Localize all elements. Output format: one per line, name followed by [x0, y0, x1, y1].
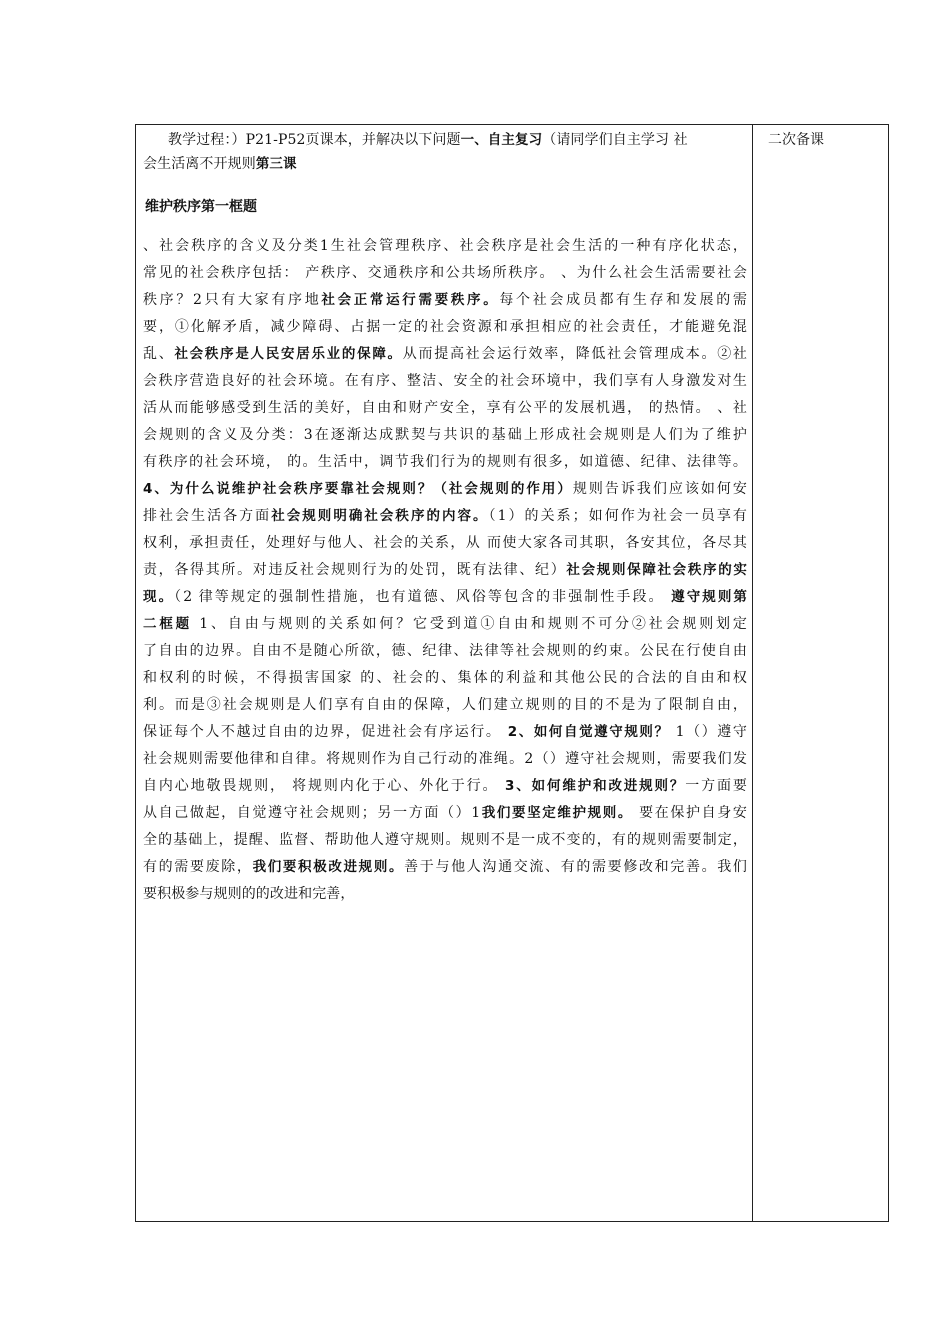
- body-line: [143, 665, 747, 692]
- body-text: 规则告诉我们应该如何安: [572, 481, 747, 497]
- body-line: [143, 854, 747, 881]
- section-heading-rules: 遵守规则第: [671, 589, 748, 605]
- body-text: 常见的社会秩序包括： 产秩序、交通秩序和公共场所秩序。 、为什么社会生活需要社会: [143, 265, 747, 281]
- body-line: [143, 314, 747, 341]
- body-text: 每个社会成员都有生存和发展的需: [499, 292, 747, 308]
- body-line: [143, 341, 747, 368]
- body-text: 自内心地敬畏规则， 将规则内化于心、外化于行。: [143, 778, 499, 794]
- body-text: 有秩序的社会环境， 的。生活中，调节我们行为的规则有很多，如道德、纪律、法律等。: [143, 454, 747, 470]
- body-line: [143, 827, 747, 854]
- question-heading: 4、为什么说维护社会秩序要靠社会规则？（社会规则的作用）: [143, 481, 573, 497]
- key-point: 现。: [143, 589, 175, 605]
- key-point: 社会规则明确社会秩序的内容。: [271, 508, 489, 524]
- body-text: （1）的关系；如何作为社会一员享有: [488, 508, 747, 524]
- body-text: 会秩序营造良好的社会环境。在有序、整洁、安全的社会环境中，我们享有人身激发对生: [143, 373, 747, 389]
- body-text: 利。而是③社会规则是人们享有自由的保障，人们建立规则的目的不是为了限制自由，: [143, 697, 747, 713]
- body-text: 要，①化解矛盾，减少障碍、占据一定的社会资源和承担相应的社会责任，才能避免混: [143, 319, 747, 335]
- body-text: 和权利的时候，不得损害国家 的、社会的、集体的利益和其他公民的合法的自由和权: [143, 670, 747, 686]
- body-text: 从自己做起，自觉遵守社会规则；另一方面（）1: [143, 805, 481, 821]
- body-line: [143, 476, 747, 503]
- body-text: 乱、: [143, 346, 175, 362]
- body-line: [143, 881, 747, 908]
- lesson-content-cell: [136, 125, 753, 1221]
- body-text: 活从而能够感受到生活的美好，自由和财产安全，享有公平的发展机遇， 的热情。 、社: [143, 400, 747, 416]
- body-text: 权利，承担责任，处理好与他人、社会的关系，从 而使大家各司其职，各安其位，各尽其: [143, 535, 747, 551]
- key-point: 我们要坚定维护规则。: [480, 805, 634, 821]
- body-line: [143, 692, 747, 719]
- body-line: [143, 233, 747, 260]
- body-text: 从而提高社会运行效率，降低社会管理成本。②社: [402, 346, 748, 362]
- body-text: 责，各得其所。对违反社会规则行为的处罚，既有法律、纪）: [143, 562, 567, 578]
- body-text: 要在保护自身安: [633, 805, 748, 821]
- body-text: 排社会生活各方面: [143, 508, 272, 524]
- question-heading: 3、如何维护和改进规则？: [498, 778, 686, 794]
- body-line: [143, 557, 747, 584]
- body-line: [143, 260, 747, 287]
- key-point: 社会规则保障社会秩序的实: [566, 562, 748, 578]
- key-point: 社会正常运行需要秩序。: [321, 292, 500, 308]
- body-text: 会规则的含义及分类：3在逐渐达成默契与共识的基础上形成社会规则是人们为了维护: [143, 427, 747, 443]
- body-text: 、社会秩序的含义及分类1生社会管理秩序、社会秩序是社会生活的一种有序化状态，: [143, 238, 747, 254]
- body-line: [143, 800, 747, 827]
- body-line: [143, 530, 747, 557]
- lesson-table: [135, 124, 889, 1222]
- section-heading-review: 一、自主复习: [460, 132, 543, 148]
- body-text: 了自由的边界。自由不是随心所欲，德、纪律、法律等社会规则的约束。公民在行使自由: [143, 643, 747, 659]
- key-point: 社会秩序是人民安居乐业的保障。: [174, 346, 403, 362]
- body-text: 1（）遵守: [669, 724, 747, 740]
- body-text: 社会规则需要他律和自律。将规则作为自己行动的准绳。2（）遵守社会规则，需要我们发: [143, 751, 747, 767]
- body-line: [143, 449, 747, 476]
- body-text: （2 律等规定的强制性措施，也有道德、风俗等包含的非强制性手段。: [174, 589, 672, 605]
- intro-text: 教学过程：）P21-P52页课本，并解决以下问题: [168, 132, 461, 148]
- body-line: [143, 287, 747, 314]
- body-text: 要积极参与规则的的改进和完善，: [143, 886, 355, 902]
- body-line: [143, 422, 747, 449]
- intro-text-3: 会生活离不开规则: [143, 156, 256, 172]
- body-line: [143, 638, 747, 665]
- body-text: 有的需要废除，: [143, 859, 253, 875]
- body-line: [143, 746, 747, 773]
- body-line: [143, 368, 747, 395]
- section-heading-rules-2: 二框题: [143, 616, 193, 632]
- body-line: [143, 719, 747, 746]
- body-text: 一方面要: [685, 778, 747, 794]
- heading-first-topic: 维护秩序第一框题: [145, 199, 257, 215]
- body-text: 全的基础上，提醒、监督、帮助他人遵守规则。规则不是一成不变的，有的规则需要制定，: [143, 832, 747, 848]
- second-preparation-cell: [753, 125, 888, 1221]
- body-text: 保证每个人不越过自由的边界，促进社会有序运行。: [143, 724, 502, 740]
- body-line: [143, 773, 747, 800]
- body-line: [143, 503, 747, 530]
- question-heading: 2、如何自觉遵守规则？: [501, 724, 670, 740]
- body-text: 善于与他人沟通交流、有的需要修改和完善。我们: [404, 859, 748, 875]
- intro-line-2: [143, 152, 747, 176]
- body-line: [143, 395, 747, 422]
- second-preparation-title: 二次备课: [768, 132, 824, 148]
- intro-line-1: [143, 128, 747, 152]
- body-text: 1、自由与规则的关系如何？它受到道①自由和规则不可分②社会规则划定: [192, 616, 747, 632]
- lesson-number: 第三课: [255, 156, 297, 172]
- body-line: [143, 584, 747, 611]
- body-text: 秩序？2只有大家有序地: [143, 292, 322, 308]
- key-point: 我们要积极改进规则。: [252, 859, 405, 875]
- body-line: [143, 611, 747, 638]
- intro-text-2: （请同学们自主学习 社: [542, 132, 688, 148]
